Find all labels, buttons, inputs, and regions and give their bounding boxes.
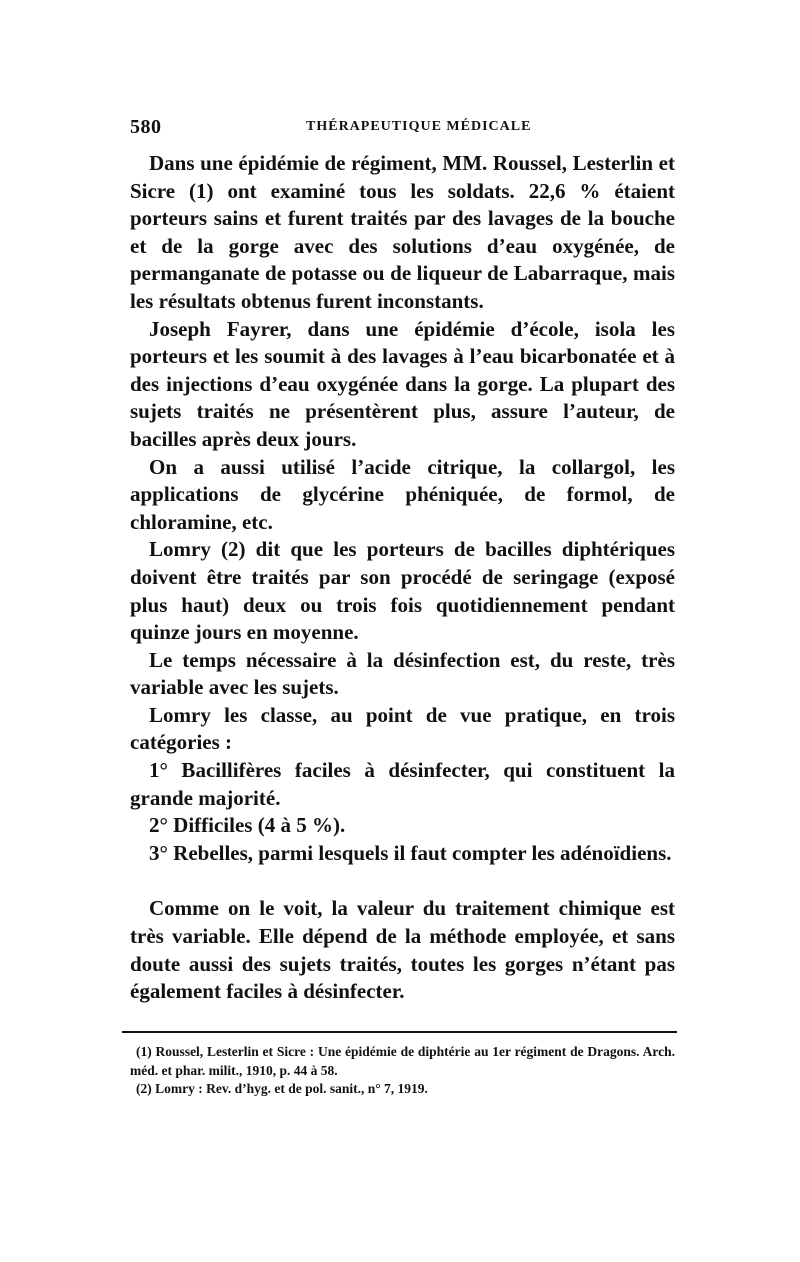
list-item: 2° Difficiles (4 à 5 %). [149,813,346,838]
paragraph: Dans une épidémie de régiment, MM. Roussel, Lesterlin et Sicre (1) ont examiné tous les soldats. 22,6 % étaient porteurs sains et furent traités par des lavages de la bouche et de la gorge avec des solutions d’eau oxygénée, de permanganate de potasse ou de liqueur de Labarraque, mais les résultats obtenus furent inconstants. [130,151,675,313]
footnote-divider [122,1031,677,1033]
paragraph: On a aussi utilisé l’acide citrique, la collargol, les applications de glycérine phéniquée, de formol, de chloramine, etc. [130,454,675,534]
body-text [130,150,675,1006]
paragraph: Le temps nécessaire à la désinfection est, du reste, très variable avec les sujets. [130,647,675,700]
paragraph: Lomry (2) dit que les porteurs de bacilles diphtériques doivent être traités par son procédé de seringage (exposé plus haut) deux ou trois fois quotidiennement pendant quinze jours en moyenne. [130,537,675,645]
footnote: (1) Roussel, Lesterlin et Sicre : Une épidémie de diphtérie au 1er régiment de Dragons. Arch. méd. et phar. milit., 1910, p. 44 à 58. [130,1044,675,1078]
paragraph: Joseph Fayrer, dans une épidémie d’école, isola les porteurs et les soumit à des lavages à l’eau bicarbonatée et à des injections d’eau oxygénée dans la gorge. La plupart des sujets traités ne présentèrent plus, assure l’auteur, de bacilles après deux jours. [130,316,675,451]
page-number: 580 [130,116,162,138]
page-header [130,116,675,140]
list-item: 1° Bacillifères faciles à désinfecter, qui constituent la grande majorité. [130,758,675,810]
paragraph: Comme on le voit, la valeur du traitement chimique est très variable. Elle dépend de la méthode employée, et sans doute aussi des sujets traités, toutes les gorges n’étant pas également faciles à désinfecter. [130,896,675,1004]
list-item: 3° Rebelles, parmi lesquels il faut compter les adénoïdiens. [149,840,672,865]
paragraph: Lomry les classe, au point de vue pratique, en trois catégories : [130,702,675,755]
footnotes [130,1043,675,1099]
footnote: (2) Lomry : Rev. d’hyg. et de pol. sanit., n° 7, 1919. [136,1081,428,1096]
running-title: THÉRAPEUTIQUE MÉDICALE [306,119,532,134]
